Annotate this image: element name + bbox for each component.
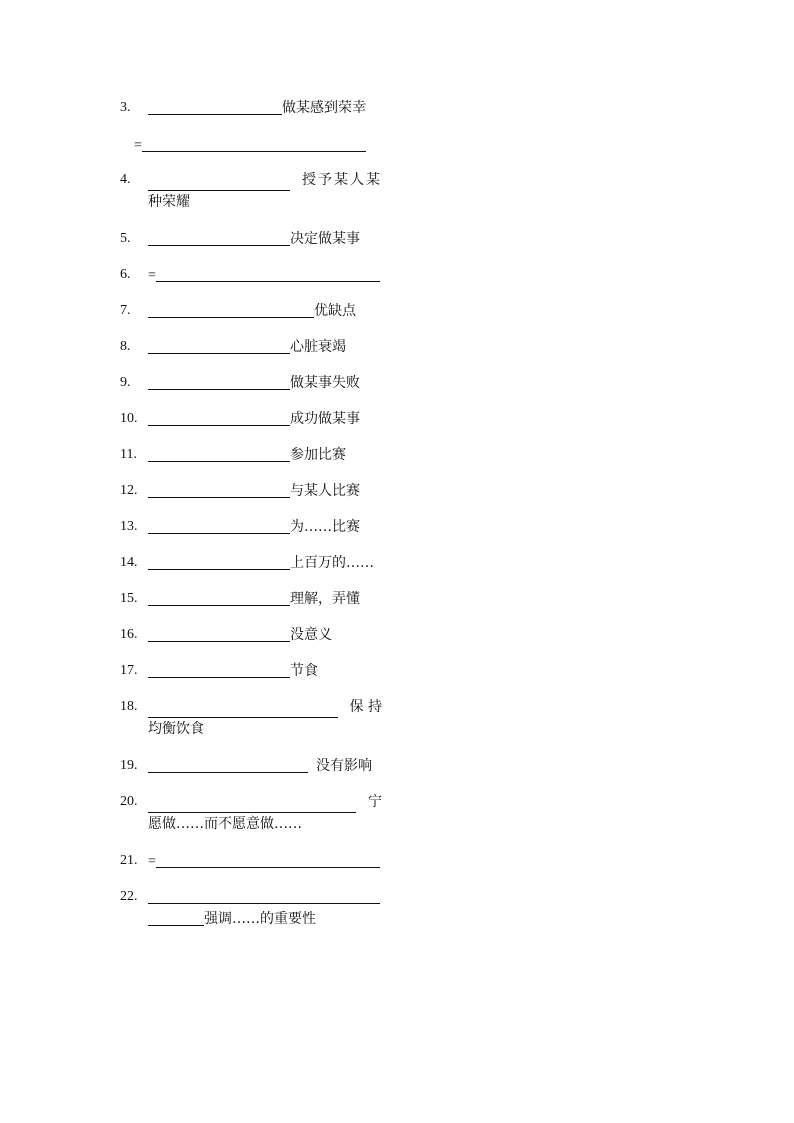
answer-blank[interactable] xyxy=(156,851,380,868)
exercise-item-5 xyxy=(120,228,382,250)
phrase-text: 强调……的重要性 xyxy=(204,911,316,927)
phrase-text: 决定做某事 xyxy=(290,231,360,247)
phrase-text: 授予某人某 xyxy=(302,172,382,188)
answer-blank[interactable] xyxy=(148,625,290,642)
answer-blank[interactable] xyxy=(148,98,282,115)
item-number: 9. xyxy=(120,375,131,390)
phrase-text: 心脏衰竭 xyxy=(290,339,346,355)
phrase-text: 与某人比赛 xyxy=(290,483,360,499)
item-number: 19. xyxy=(120,758,138,773)
item-number: 4. xyxy=(120,172,131,187)
answer-blank[interactable] xyxy=(156,265,380,282)
exercise-item-21 xyxy=(120,850,382,873)
exercise-item-13 xyxy=(120,516,382,538)
item-number: 18. xyxy=(120,699,138,714)
phrase-text: 做某感到荣幸 xyxy=(282,100,366,116)
item-number: 14. xyxy=(120,555,138,570)
answer-blank[interactable] xyxy=(148,445,290,462)
item-number: 17. xyxy=(120,663,138,678)
answer-blank[interactable] xyxy=(148,517,290,534)
item-number: 20. xyxy=(120,794,138,809)
item-number: 13. xyxy=(120,519,138,534)
exercise-item-3-equivalent xyxy=(134,134,396,157)
exercise-item-8 xyxy=(120,336,382,358)
item-number: 12. xyxy=(120,483,138,498)
phrase-text: 宁 xyxy=(368,794,382,810)
item-number: 21. xyxy=(120,853,138,868)
answer-blank[interactable] xyxy=(148,701,338,718)
item-number: 6. xyxy=(120,267,131,282)
phrase-text-continued: 均衡饮食 xyxy=(148,721,204,737)
exercise-item-17 xyxy=(120,660,382,682)
exercise-item-19 xyxy=(120,755,382,777)
item-number: 3. xyxy=(120,100,131,115)
answer-blank[interactable] xyxy=(148,553,290,570)
phrase-text: 节食 xyxy=(290,663,318,679)
equals-sign: = xyxy=(148,854,156,869)
phrase-text: 做某事失败 xyxy=(290,375,360,391)
exercise-item-20 xyxy=(120,791,382,835)
exercise-item-12 xyxy=(120,480,382,502)
phrase-text-continued: 愿做……而不愿意做…… xyxy=(148,816,302,832)
answer-blank[interactable] xyxy=(148,589,290,606)
exercise-item-18 xyxy=(120,696,382,740)
exercise-item-22 xyxy=(120,886,382,930)
answer-blank[interactable] xyxy=(148,301,314,318)
phrase-text: 上百万的…… xyxy=(290,555,374,571)
item-number: 15. xyxy=(120,591,138,606)
exercise-item-11 xyxy=(120,444,382,466)
item-number: 16. xyxy=(120,627,138,642)
phrase-text: 成功做某事 xyxy=(290,411,360,427)
phrase-text: 优缺点 xyxy=(314,303,356,319)
phrase-text-continued: 种荣耀 xyxy=(148,194,190,210)
phrase-text: 保 持 xyxy=(349,699,382,715)
answer-blank[interactable] xyxy=(148,661,290,678)
phrase-text: 理解，弄懂 xyxy=(290,591,360,607)
exercise-item-7 xyxy=(120,300,382,322)
answer-blank[interactable] xyxy=(148,887,380,904)
item-number: 7. xyxy=(120,303,131,318)
answer-blank[interactable] xyxy=(148,909,204,926)
exercise-item-15 xyxy=(120,588,382,610)
exercise-item-4 xyxy=(120,169,382,213)
equals-sign: = xyxy=(148,268,156,283)
exercise-item-6 xyxy=(120,264,382,287)
exercise-item-10 xyxy=(120,408,382,430)
answer-blank[interactable] xyxy=(148,756,308,773)
equals-sign: = xyxy=(134,138,142,153)
exercise-item-3 xyxy=(120,97,382,119)
answer-blank[interactable] xyxy=(148,337,290,354)
answer-blank[interactable] xyxy=(142,135,366,152)
exercise-item-16 xyxy=(120,624,382,646)
exercise-item-9 xyxy=(120,372,382,394)
phrase-text: 没意义 xyxy=(290,627,332,643)
answer-blank[interactable] xyxy=(148,373,290,390)
item-number: 10. xyxy=(120,411,138,426)
answer-blank[interactable] xyxy=(148,229,290,246)
phrase-text: 为……比赛 xyxy=(290,519,360,535)
answer-blank[interactable] xyxy=(148,409,290,426)
item-number: 5. xyxy=(120,231,131,246)
phrase-text: 没有影响 xyxy=(316,758,372,774)
answer-blank[interactable] xyxy=(148,174,290,191)
item-number: 11. xyxy=(120,447,137,462)
phrase-text: 参加比赛 xyxy=(290,447,346,463)
answer-blank[interactable] xyxy=(148,796,356,813)
item-number: 8. xyxy=(120,339,131,354)
phrase-line xyxy=(148,908,382,930)
item-number: 22. xyxy=(120,889,138,904)
exercise-item-14 xyxy=(120,552,382,574)
answer-blank[interactable] xyxy=(148,481,290,498)
